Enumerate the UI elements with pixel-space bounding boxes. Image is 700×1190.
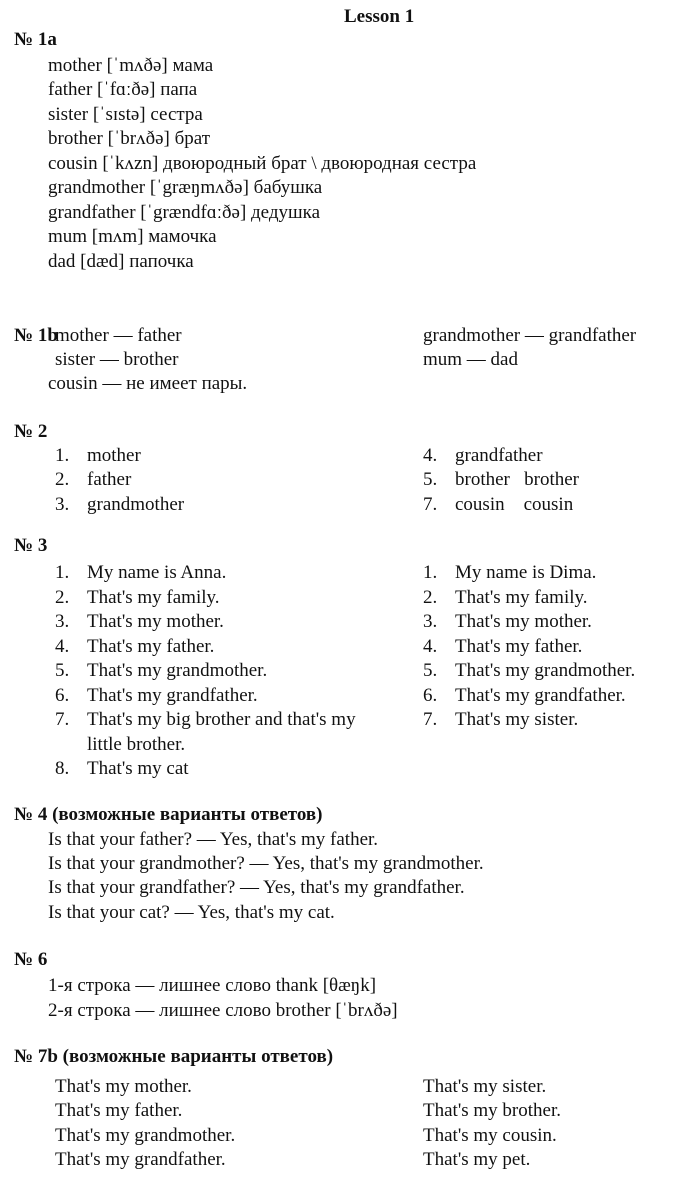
answer-line: 2-я строка — лишнее слово brother [ˈbrʌðə]: [48, 1000, 398, 1021]
answer-line: 7. cousin cousin: [423, 494, 574, 515]
answer-line: 2. father: [55, 469, 132, 490]
item-text: That's my grandmother.: [87, 660, 268, 681]
dialog-line: Is that your cat? — Yes, that's my cat.: [48, 902, 335, 923]
answer-line: That's my father.: [55, 1100, 183, 1121]
answer-line: [55, 709, 356, 731]
pair-line: grandmother — grandfather: [423, 325, 637, 346]
item-number: 6.: [55, 684, 70, 706]
exercise-6-label: № 6: [14, 949, 48, 970]
item-text: That's my father.: [87, 635, 215, 657]
pair-line: mother — father: [55, 325, 182, 346]
answer-line: [55, 758, 189, 780]
answer-line: [55, 660, 267, 682]
answer-line: 1. mother: [55, 445, 141, 466]
answer-line: That's my grandmother.: [55, 1125, 236, 1146]
exercise-1a-label: № 1a: [14, 29, 57, 50]
answer-line: [423, 587, 588, 609]
answer-line: That's my brother.: [423, 1100, 561, 1121]
answer-line: [55, 685, 258, 707]
exercise-3-label: № 3: [14, 535, 48, 556]
answer-line: That's my cousin.: [423, 1125, 557, 1146]
vocab-line: mum [mʌm] мамочка: [48, 226, 217, 247]
answer-line: [55, 562, 226, 584]
answer-line: [55, 587, 220, 609]
item-number: 4.: [55, 635, 70, 657]
item-text: That's my grandmother.: [455, 660, 636, 681]
dialog-line: Is that your father? — Yes, that's my father.: [48, 829, 379, 850]
answer-line: [423, 636, 582, 658]
item-text: That's my sister.: [455, 709, 579, 730]
item-text: That's my family.: [87, 586, 220, 608]
vocab-line: mother [ˈmʌðə] мама: [48, 55, 214, 76]
item-text: My name is Dima.: [455, 562, 597, 583]
item-number: 2.: [55, 586, 70, 608]
answer-line: [55, 734, 185, 756]
exercise-4-label: № 4 (возможные варианты ответов): [14, 804, 323, 825]
lesson-title: Lesson 1: [344, 6, 415, 27]
vocab-line: father [ˈfɑːðə] папа: [48, 79, 198, 100]
vocab-line: cousin [ˈkʌzn] двоюродный брат \ двоюродная сестра: [48, 153, 477, 174]
item-text: That's my mother.: [455, 611, 592, 632]
item-number: 1.: [423, 562, 438, 583]
answer-line: That's my pet.: [423, 1149, 531, 1170]
answer-line: [423, 660, 635, 682]
answer-line: 3. grandmother: [55, 494, 185, 515]
dialog-line: Is that your grandfather? — Yes, that's my grandfather.: [48, 877, 465, 898]
answer-line: [55, 611, 224, 633]
item-number: 7.: [55, 709, 70, 730]
answer-line: 1-я строка — лишнее слово thank [θæŋk]: [48, 975, 377, 996]
answer-line: [423, 685, 626, 707]
item-number: 5.: [55, 660, 70, 681]
item-text: That's my family.: [455, 586, 588, 608]
item-text: That's my grandfather.: [87, 684, 258, 706]
item-number: 3.: [55, 611, 70, 632]
pair-note: cousin — не имеет пары.: [48, 373, 248, 394]
item-text: That's my big brother and that's my: [87, 709, 356, 730]
exercise-2-label: № 2: [14, 421, 48, 442]
pair-line: mum — dad: [423, 349, 518, 370]
item-number: 2.: [423, 586, 438, 608]
item-text: little brother.: [87, 733, 186, 755]
item-text: That's my cat: [87, 758, 189, 779]
item-text: My name is Anna.: [87, 562, 227, 583]
answer-line: That's my mother.: [55, 1076, 192, 1097]
dialog-line: Is that your grandmother? — Yes, that's my grandmother.: [48, 853, 484, 874]
item-number: 4.: [423, 635, 438, 657]
item-text: That's my grandfather.: [455, 684, 626, 706]
pair-line: sister — brother: [55, 349, 179, 370]
answer-line: 4. grandfather: [423, 445, 543, 466]
exercise-1b-label: № 1b: [14, 325, 58, 346]
answer-line: [55, 636, 214, 658]
vocab-line: dad [dæd] папочка: [48, 251, 194, 272]
vocab-line: grandmother [ˈgræŋmʌðə] бабушка: [48, 177, 323, 198]
answer-line: [423, 709, 578, 731]
item-text: That's my mother.: [87, 611, 224, 632]
item-number: 6.: [423, 684, 438, 706]
vocab-line: brother [ˈbrʌðə] брат: [48, 128, 211, 149]
answer-line: That's my grandfather.: [55, 1149, 226, 1170]
item-number: 8.: [55, 758, 70, 779]
vocab-line: grandfather [ˈgrændfɑːðə] дедушка: [48, 202, 321, 223]
answer-line: [423, 562, 596, 584]
item-number: 5.: [423, 660, 438, 681]
answer-line: That's my sister.: [423, 1076, 547, 1097]
answer-line: [423, 611, 592, 633]
answer-line: 5. brother brother: [423, 469, 579, 490]
exercise-7b-label: № 7b (возможные варианты ответов): [14, 1046, 334, 1067]
item-number: 1.: [55, 562, 70, 583]
item-number: 7.: [423, 709, 438, 730]
vocab-line: sister [ˈsɪstə] сестра: [48, 104, 203, 125]
item-number: 3.: [423, 611, 438, 632]
item-text: That's my father.: [455, 635, 583, 657]
